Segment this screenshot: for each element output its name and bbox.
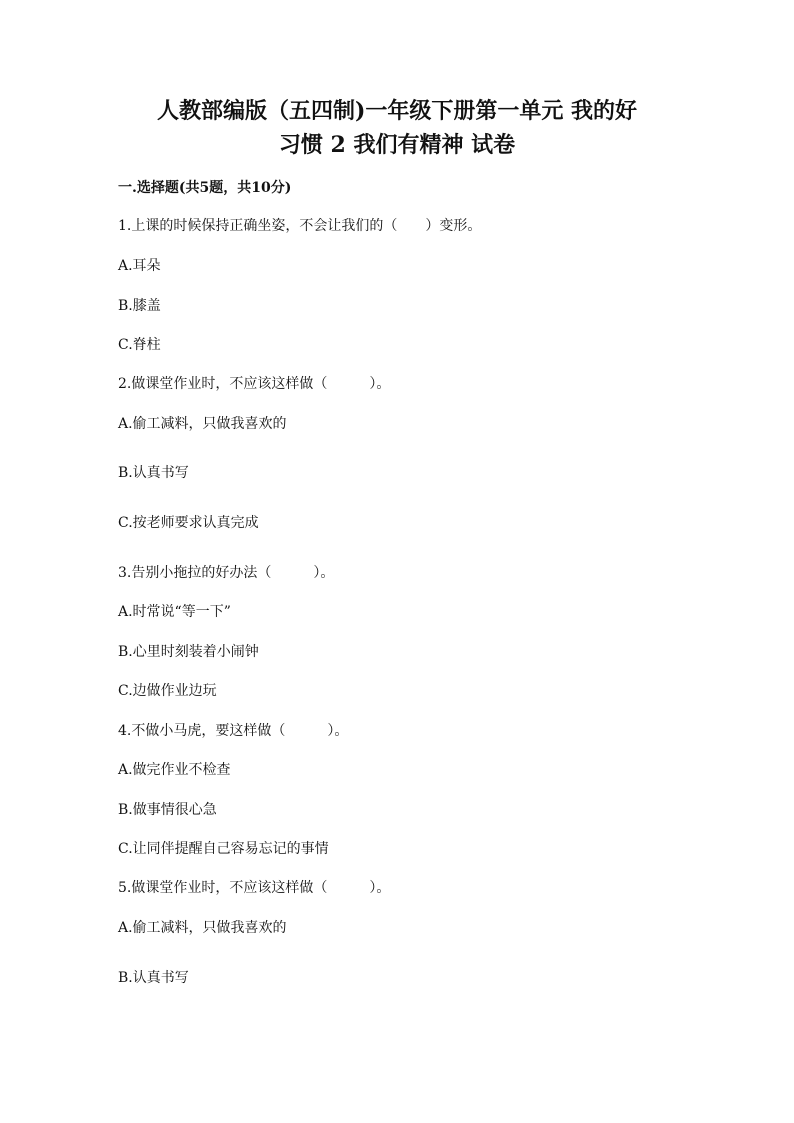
question-2-stem: 2.做课堂作业时，不应该这样做（ ）。: [118, 376, 391, 392]
question-3-option-c: C.边做作业边玩: [118, 683, 217, 699]
question-1-option-c: C.脊柱: [118, 337, 161, 353]
question-3-stem: 3.告别小拖拉的好办法（ ）。: [118, 565, 335, 581]
question-5-option-a: A.偷工减料，只做我喜欢的: [118, 920, 287, 936]
page-title-line-2: 习惯 2 我们有精神 试卷: [278, 132, 516, 158]
question-5-stem: 5.做课堂作业时，不应该这样做（ ）。: [118, 880, 391, 896]
question-4-stem: 4.不做小马虎，要这样做（ ）。: [118, 723, 349, 739]
question-1-stem: 1.上课的时候保持正确坐姿，不会让我们的（ ）变形。: [118, 218, 482, 234]
question-4-option-a: A.做完作业不检查: [118, 762, 231, 778]
question-4-option-c: C.让同伴提醒自己容易忘记的事情: [118, 841, 329, 857]
question-1-option-a: A.耳朵: [118, 258, 161, 274]
question-2-option-c: C.按老师要求认真完成: [118, 515, 259, 531]
question-4-option-b: B.做事情很心急: [118, 802, 217, 818]
section-heading: 一.选择题(共5题，共10分): [118, 180, 292, 196]
question-5-option-b: B.认真书写: [118, 970, 189, 986]
page-title: [112, 94, 682, 162]
question-3-option-a: A.时常说“等一下”: [118, 604, 231, 620]
question-2-option-b: B.认真书写: [118, 465, 189, 481]
question-1-option-b: B.膝盖: [118, 298, 161, 314]
question-2-option-a: A.偷工减料，只做我喜欢的: [118, 416, 287, 432]
page-title-line-1: 人教部编版（五四制)一年级下册第一单元 我的好: [156, 98, 638, 124]
question-3-option-b: B.心里时刻装着小闹钟: [118, 644, 259, 660]
